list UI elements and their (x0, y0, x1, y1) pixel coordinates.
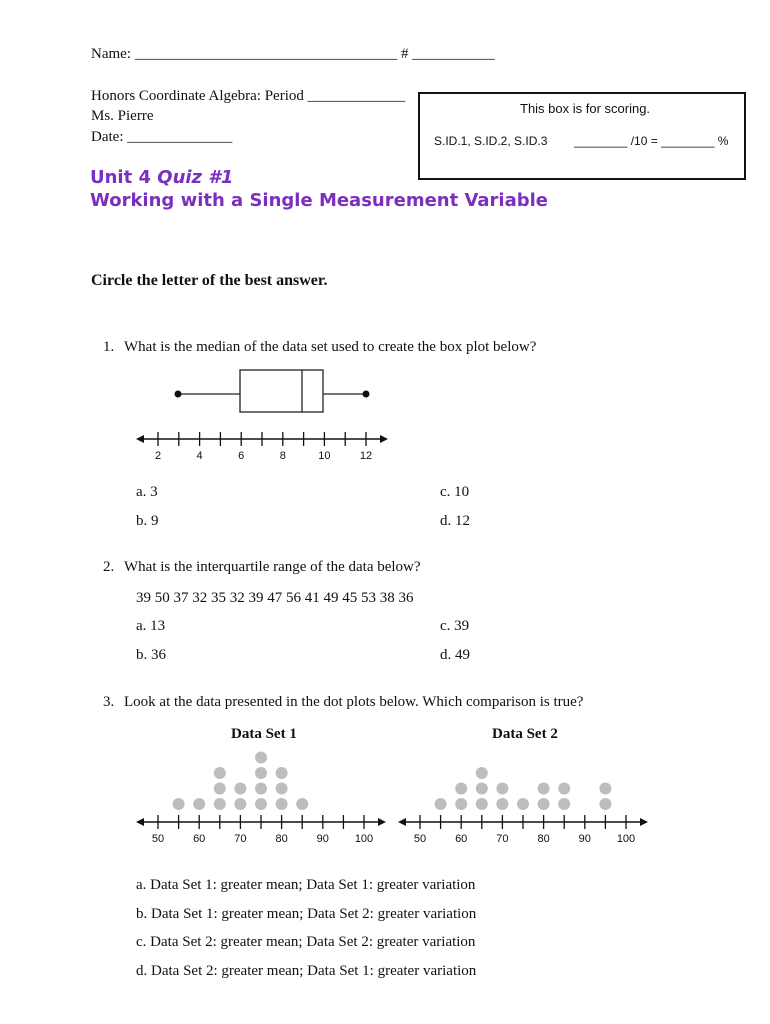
tick-label: 80 (275, 833, 288, 845)
tick-label: 2 (154, 450, 162, 462)
teacher-name: Ms. Pierre (91, 108, 154, 124)
standards-label: S.ID.1, S.ID.2, S.ID.3 (434, 134, 548, 148)
data-dot (255, 752, 267, 764)
tick-label: 8 (279, 450, 286, 462)
right-arrow (378, 818, 386, 826)
data-dot (599, 783, 611, 795)
tick-label: 50 (413, 833, 427, 845)
data-dot (435, 798, 447, 810)
data-dot (476, 783, 488, 795)
data-dot (496, 798, 508, 810)
data-dot (276, 783, 288, 795)
data-dot (538, 783, 550, 795)
q1-option-c[interactable]: c. 10 (440, 484, 470, 500)
q2-text: What is the interquartile range of the data below? (124, 559, 421, 575)
tick-label: 6 (238, 450, 245, 462)
q3-text: Look at the data presented in the dot plots below. Which comparison is true? (124, 694, 584, 710)
tick-label: 100 (616, 833, 636, 845)
q1-option-d[interactable]: d. 12 (440, 513, 470, 529)
q2-number: 2. (103, 559, 115, 575)
q3-option-d[interactable]: d. Data Set 2: greater mean; Data Set 1: greater variation (136, 963, 477, 979)
unit-label: Unit 4 (90, 167, 158, 188)
scoring-caption: This box is for scoring. (520, 101, 651, 116)
data-dot (455, 798, 467, 810)
max-point (363, 391, 370, 398)
data-dot (214, 783, 226, 795)
tick-label: 12 (359, 450, 373, 462)
data-dot (476, 798, 488, 810)
q2-option-c[interactable]: c. 39 (440, 618, 470, 634)
data-dot (173, 798, 185, 810)
data-dot (296, 798, 308, 810)
data-dot (538, 798, 550, 810)
scoring-box (418, 92, 746, 180)
quiz-label: Quiz #1 (157, 167, 234, 188)
min-point (175, 391, 182, 398)
q1-text: What is the median of the data set used to create the box plot below? (124, 339, 537, 355)
data-dot (276, 767, 288, 779)
q2-option-b[interactable]: b. 36 (136, 647, 166, 663)
iqr-box (240, 370, 323, 412)
dot-plot-2-dots (435, 767, 612, 810)
data-dot (558, 783, 570, 795)
dot-plot-1-dots (173, 752, 309, 811)
q2-option-d[interactable]: d. 49 (440, 647, 470, 663)
tick-label: 70 (496, 833, 509, 845)
number-line (136, 432, 388, 462)
q1-option-b[interactable]: b. 9 (136, 513, 159, 529)
data-dot (517, 798, 529, 810)
tick-label: 100 (354, 833, 374, 845)
q1-box-plot (130, 355, 400, 470)
name-line[interactable]: Name: ___________________________________ # ___________ (91, 46, 495, 62)
tick-label: 4 (196, 450, 203, 462)
tick-label: 10 (318, 450, 331, 462)
right-arrow (380, 435, 388, 443)
data-dot (558, 798, 570, 810)
tick-label: 80 (537, 833, 550, 845)
q2-data-values: 39 50 37 32 35 32 39 47 56 41 49 45 53 38 36 (136, 590, 414, 606)
data-dot (455, 783, 467, 795)
data-dot (234, 798, 246, 810)
right-arrow (640, 818, 648, 826)
q3-option-a[interactable]: a. Data Set 1: greater mean; Data Set 1: greater variation (136, 877, 476, 893)
tick-label: 60 (193, 833, 206, 845)
tick-label: 50 (151, 833, 165, 845)
tick-label: 90 (578, 833, 591, 845)
left-arrow (136, 435, 144, 443)
q3-option-c[interactable]: c. Data Set 2: greater mean; Data Set 2: greater variation (136, 934, 476, 950)
data-dot (276, 798, 288, 810)
course-line: Honors Coordinate Algebra: Period _____________ (91, 88, 406, 104)
date-line[interactable]: Date: ______________ (91, 129, 233, 145)
data-dot (214, 767, 226, 779)
q3-option-b[interactable]: b. Data Set 1: greater mean; Data Set 2: greater variation (136, 906, 477, 922)
page-title: Working with a Single Measurement Variable (90, 190, 549, 211)
data-dot (476, 767, 488, 779)
data-dot (214, 798, 226, 810)
left-arrow (398, 818, 406, 826)
data-dot (234, 783, 246, 795)
q2-option-a[interactable]: a. 13 (136, 618, 166, 634)
left-arrow (136, 818, 144, 826)
data-dot (599, 798, 611, 810)
data-dot (496, 783, 508, 795)
data-dot (255, 767, 267, 779)
dot-plot-2-axis (398, 815, 648, 845)
data-dot (255, 783, 267, 795)
tick-label: 90 (316, 833, 329, 845)
tick-label: 60 (455, 833, 468, 845)
dot-plot-1-axis (136, 815, 386, 845)
q1-number: 1. (103, 339, 115, 355)
data-dot (255, 798, 267, 810)
score-line: ________ /10 = ________ % (574, 134, 729, 148)
unit-title (90, 167, 233, 188)
q3-number: 3. (103, 694, 115, 710)
data-set-2-title: Data Set 2 (492, 726, 558, 742)
instructions: Circle the letter of the best answer. (91, 272, 328, 289)
dot-plot-1 (130, 745, 390, 855)
dot-plot-2 (392, 745, 652, 855)
data-set-1-title: Data Set 1 (231, 726, 297, 742)
tick-label: 70 (234, 833, 247, 845)
q1-option-a[interactable]: a. 3 (136, 484, 158, 500)
data-dot (193, 798, 205, 810)
